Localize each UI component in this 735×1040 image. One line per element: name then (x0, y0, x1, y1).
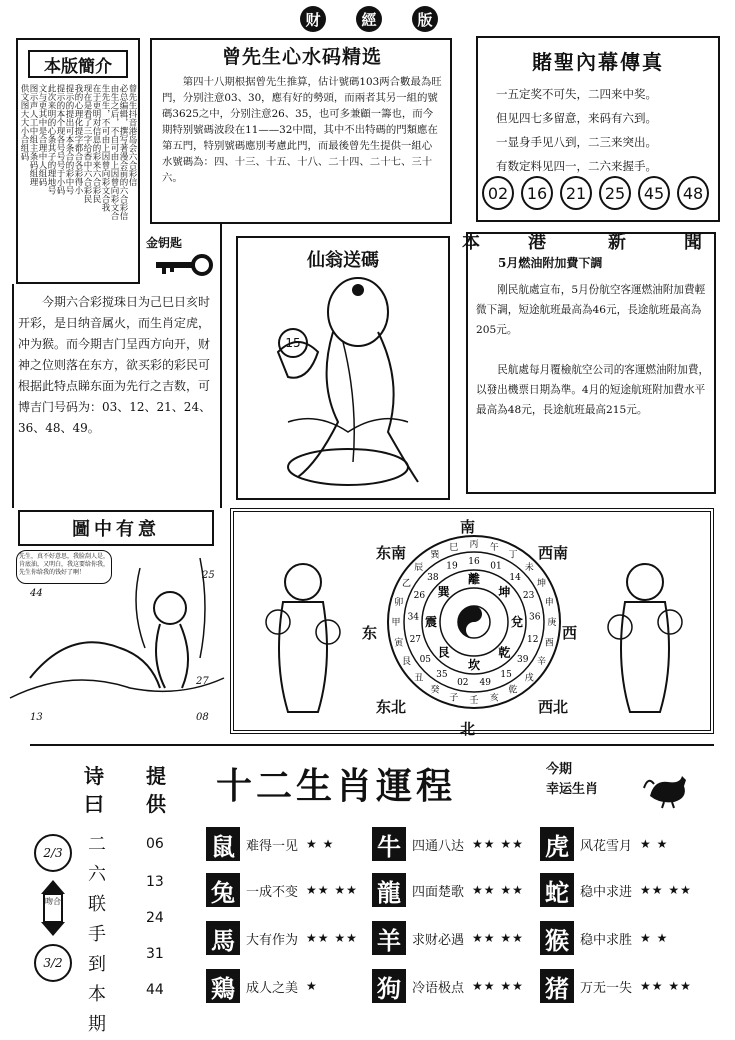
intro-box (16, 38, 140, 284)
wheel-label: 01 (490, 561, 502, 572)
key-icon (154, 254, 214, 276)
image-number: 27 (196, 676, 209, 687)
star-rating: ★ ★ (640, 931, 669, 945)
poem-label (84, 762, 114, 818)
wheel-label: 寅 (394, 638, 404, 649)
double-arrow-icon (40, 880, 66, 936)
compass-box (230, 508, 714, 738)
lucky-gate-text: 今期六合彩搅珠日为己巳日亥时开彩，是日纳音属火，而生肖定虎，冲为猴。而今期吉门呈西方向开，财神之位则落在东方，欲买彩的彩民可根据此特点睇东面为先行之吉数，可博吉门号码为：03、12、21、24、36、48、49。 (18, 295, 212, 435)
star-rating: ★★ ★★ (472, 931, 524, 945)
direction-southwest: 西南 (538, 544, 569, 562)
poem-char: 二 (88, 834, 106, 855)
wheel-label: 未 (524, 563, 534, 573)
zodiac-char: 龍 (372, 873, 406, 907)
wheel-label: 23 (522, 591, 535, 601)
wheel-label: 離 (467, 572, 481, 587)
poem-vertical (88, 830, 114, 1040)
provide-number: 13 (146, 874, 164, 890)
news-header-char: 新 (608, 232, 626, 253)
direction-northwest: 西北 (538, 698, 569, 716)
seal-mid-text: 吻合 (45, 897, 61, 906)
intro-col: 文与更其中是合理中人组码 (37, 84, 47, 186)
intro-text (19, 84, 137, 280)
news-header (462, 228, 718, 252)
number-ball: 25 (599, 176, 631, 210)
seal-arrow (40, 880, 66, 936)
wheel-label: 12 (526, 634, 539, 645)
wheel-label: 申 (544, 598, 554, 608)
poem-line: 有数定料见四一，二六来握手。 (496, 159, 657, 173)
heart-box (150, 38, 452, 224)
cartoon-illustration (10, 548, 224, 726)
number-ball: 48 (677, 176, 709, 210)
wheel-label: 丁 (508, 550, 518, 561)
intro-col: 在于更明对信息的彩来六合彩民 (91, 84, 101, 203)
star-rating: ★ ★ (640, 837, 669, 851)
wheel-label: 05 (419, 654, 432, 665)
zodiac-desc: 大有作为 (246, 932, 299, 948)
zodiac-char: 兔 (206, 873, 240, 907)
poem-line: 一显身手见八到，二三来突出。 (496, 135, 657, 149)
direction-north: 北 (460, 720, 476, 738)
star-rating: ★★ ★★ (306, 883, 358, 897)
zodiac-desc: 成人之美 (246, 980, 299, 996)
provide-label (146, 762, 176, 818)
zodiac-desc: 一成不变 (246, 884, 299, 900)
number-ball: 16 (521, 176, 553, 210)
poem-char: 到 (88, 954, 106, 975)
poem-title: 賭聖內幕傳真 (532, 50, 664, 74)
picture-title: 圖中有意 (18, 510, 214, 546)
wheel-label: 辰 (414, 563, 424, 573)
zodiac-desc: 难得一见 (246, 838, 299, 854)
zodiac-desc: 四面楚歌 (412, 884, 465, 900)
news-box (462, 232, 716, 494)
zodiac-item (372, 966, 524, 1006)
provide-label-char: 供 (146, 792, 166, 816)
rooster-icon (640, 768, 696, 808)
zodiac-char: 馬 (206, 921, 240, 955)
image-number: 25 (202, 570, 215, 581)
wheel-label: 19 (446, 561, 458, 572)
wheel-label: 坤 (498, 584, 511, 599)
wheel-label: 艮 (401, 657, 412, 668)
immortal-title: 仙翁送碼 (307, 250, 379, 271)
number-ball: 45 (638, 176, 670, 210)
lucky-label-line: 幸运生肖 (546, 782, 599, 797)
poem-char: 期 (88, 1014, 106, 1035)
poem-line: 但见四七多留意，来码有六到。 (496, 111, 657, 125)
wheel-label: 酉 (544, 638, 554, 649)
poem-box (476, 36, 720, 222)
zodiac-item (206, 918, 358, 958)
wheel-label: 39 (516, 654, 529, 665)
image-number: 13 (30, 712, 43, 723)
wheel-label: 丙 (469, 540, 479, 551)
divider (220, 222, 222, 508)
direction-southeast: 东南 (376, 544, 407, 562)
zodiac-item (540, 966, 692, 1006)
heart-title: 曾先生心水码精选 (221, 46, 382, 68)
lucky-label (546, 760, 598, 800)
poem-label-char: 曰 (84, 792, 104, 816)
star-rating: ★★ ★★ (640, 883, 692, 897)
heart-body: 第四十八期根据曾先生推算，估计號碼103两合數最為旺門，分别注意03、30，應有好的勢頭，而兩者其另一組的號碼3625之中，分别注意26、35，也可多兼顧一籌也，而今期特别號碼波段在11——32中間，其中不出特碼的門類應在第五門，特别號碼應別考慮此門，而最後曾先生提供一組心水號碼為：四、十三、十五、十八、二十四、二十七、三十六。 (162, 76, 442, 184)
seal-top: 2/3 (34, 834, 72, 872)
wheel-label: 艮 (437, 645, 450, 660)
wheel-label: 戌 (524, 673, 534, 684)
zodiac-item (540, 824, 668, 864)
news-header-char: 聞 (684, 232, 702, 253)
number-ball: 21 (560, 176, 592, 210)
masthead (300, 6, 440, 32)
intro-col: 此次来明的心条其子的理地号 (46, 84, 56, 195)
intro-col: 生先生，不可由上因曾向彩文合我 (100, 84, 110, 212)
provide-number: 24 (146, 910, 164, 926)
zodiac-item (206, 966, 318, 1006)
wheel-label: 震 (424, 615, 438, 630)
wheel-label: 庚 (547, 618, 557, 629)
wheel-label: 49 (479, 678, 491, 689)
news-header-char: 港 (528, 232, 546, 253)
zodiac-desc: 稳中求胜 (580, 932, 633, 948)
intro-col: 我的心理化提字都合各彩得小 (73, 84, 83, 195)
wheel-label: 巳 (449, 542, 459, 553)
zodiac-char: 猪 (540, 969, 574, 1003)
wheel-label: 34 (407, 612, 420, 623)
zodiac-char: 鶏 (206, 969, 240, 1003)
wheel-label: 36 (528, 612, 541, 623)
wheel-label: 午 (489, 542, 499, 553)
wheel-label: 兌 (510, 615, 524, 630)
zodiac-desc: 四通八达 (412, 838, 465, 854)
star-rating: ★★ ★★ (472, 837, 524, 851)
wheel-label: 坎 (467, 658, 481, 673)
image-number: 44 (30, 588, 43, 599)
wheel-label: 卯 (394, 598, 404, 608)
poem-label-char: 诗 (84, 764, 104, 788)
zodiac-item (540, 918, 668, 958)
star-rating: ★★ ★★ (472, 883, 524, 897)
intro-col: 现在是看了三字给香中六合彩民 (82, 84, 92, 203)
wheel-label: 辛 (536, 657, 547, 668)
wheel-label: 27 (409, 634, 422, 645)
masthead-char: 财 (300, 6, 326, 32)
zodiac-item (206, 870, 358, 910)
direction-east: 东 (362, 624, 378, 642)
divider (30, 744, 714, 746)
zodiac-char: 牛 (372, 827, 406, 861)
wheel-label: 子 (449, 693, 459, 704)
golden-key-label (146, 232, 216, 282)
star-rating: ★★ ★★ (640, 979, 692, 993)
provide-number: 06 (146, 836, 164, 852)
poem-char: 手 (88, 924, 106, 945)
poem-char: 本 (88, 984, 106, 1005)
poem-char: 联 (88, 894, 106, 915)
intro-col: 曾先生抖音港岛会六合彩信 (127, 84, 137, 186)
zodiac-desc: 冷语极点 (412, 980, 465, 996)
zodiac-desc: 万无一失 (580, 980, 633, 996)
zodiac-item (372, 918, 524, 958)
star-rating: ★ ★ (306, 837, 335, 851)
news-paragraph: 刚民航處宣布，5月份航空客運燃油附加費輕微下調，短途航班最高為46元，長途航班最高為205元。 (476, 284, 706, 336)
direction-west: 西 (562, 624, 578, 642)
provide-number: 44 (146, 982, 164, 998)
zodiac-item (206, 824, 334, 864)
intro-col: 图示声人工中组主条码组理 (28, 84, 38, 186)
intro-col: 必总编辑，撰写著漫会前的六合彩信 (118, 84, 128, 220)
wheel-label: 16 (468, 557, 480, 568)
zodiac-item (540, 870, 692, 910)
provide-label-char: 提 (146, 764, 166, 788)
intro-title: 本版簡介 (28, 50, 128, 78)
fortune-title: 十二生肖運程 (216, 765, 457, 807)
wheel-label: 乾 (508, 685, 518, 696)
wheel-label: 甲 (391, 618, 401, 629)
masthead-char: 經 (356, 6, 382, 32)
zodiac-char: 狗 (372, 969, 406, 1003)
wheel-label: 15 (500, 670, 512, 680)
wheel-label: 14 (509, 573, 521, 584)
wheel-label: 巽 (430, 550, 440, 561)
star-rating: ★★ ★★ (306, 931, 358, 945)
badge-number: 15 (278, 328, 308, 358)
intro-col: 提示的提出可本条合的彩中号 (64, 84, 74, 195)
bagua-wheel (386, 534, 562, 710)
wheel-label: 巽 (437, 584, 450, 599)
intro-col: 提示的本个现各号号号于小码 (55, 84, 65, 195)
intro-col: 由生之后，不自可由上因曾向彩文合 (109, 84, 119, 220)
zodiac-item (372, 824, 524, 864)
divider (12, 284, 14, 508)
speech-bubble: 先生，真不好意思，我脸刮人是，肯底油，又明白，我这要给你我，先生你给我的钱好了啊！ (16, 550, 112, 584)
direction-south: 南 (460, 518, 476, 536)
zodiac-char: 猴 (540, 921, 574, 955)
zodiac-char: 鼠 (206, 827, 240, 861)
zodiac-char: 虎 (540, 827, 574, 861)
provide-number: 31 (146, 946, 164, 962)
child-figure-left (258, 552, 348, 722)
zodiac-char: 羊 (372, 921, 406, 955)
wheel-label: 02 (457, 678, 469, 689)
star-rating: ★★ ★★ (472, 979, 524, 993)
wheel-label: 坤 (536, 579, 547, 590)
zodiac-desc: 稳中求进 (580, 884, 633, 900)
number-ball: 02 (482, 176, 514, 210)
news-header-char: 本 (462, 232, 480, 253)
news-headline: 5月燃油附加費下調 (498, 256, 603, 270)
wheel-label: 乾 (498, 645, 511, 660)
wheel-label: 35 (436, 670, 448, 680)
masthead-char: 版 (412, 6, 438, 32)
image-number: 08 (196, 712, 209, 723)
immortal-illustration (258, 272, 428, 492)
star-rating: ★ (306, 979, 318, 993)
wheel-label: 癸 (430, 685, 440, 696)
poem-char: 六 (88, 864, 106, 885)
child-figure-right (600, 552, 690, 722)
wheel-label: 亥 (489, 693, 499, 704)
zodiac-desc: 风花雪月 (580, 838, 633, 854)
wheel-label: 丑 (414, 673, 424, 684)
immortal-box (236, 236, 450, 500)
lucky-label-line: 今期 (546, 762, 573, 777)
wheel-label: 26 (413, 591, 426, 601)
intro-col: 供文图大大小合组码 (19, 84, 29, 161)
zodiac-item (372, 870, 524, 910)
poem-line: 一五定奖不可失，二四来中奖。 (496, 87, 657, 101)
direction-northeast: 东北 (376, 698, 407, 716)
wheel-label: 壬 (469, 696, 479, 707)
picture-box (10, 548, 224, 726)
wheel-label: 乙 (401, 579, 412, 590)
golden-key-text: 金钥匙 (146, 236, 183, 250)
seal-bottom: 3/2 (34, 944, 72, 982)
wheel-label: 38 (427, 573, 439, 584)
zodiac-desc: 求财必遇 (412, 932, 465, 948)
news-paragraph: 民航處每月覆檢航空公司的客運燃油附加費，以發出機票日期為準。4月的短途航班附加費水平最高為48元，長途航班最高215元。 (476, 364, 710, 416)
zodiac-char: 蛇 (540, 873, 574, 907)
